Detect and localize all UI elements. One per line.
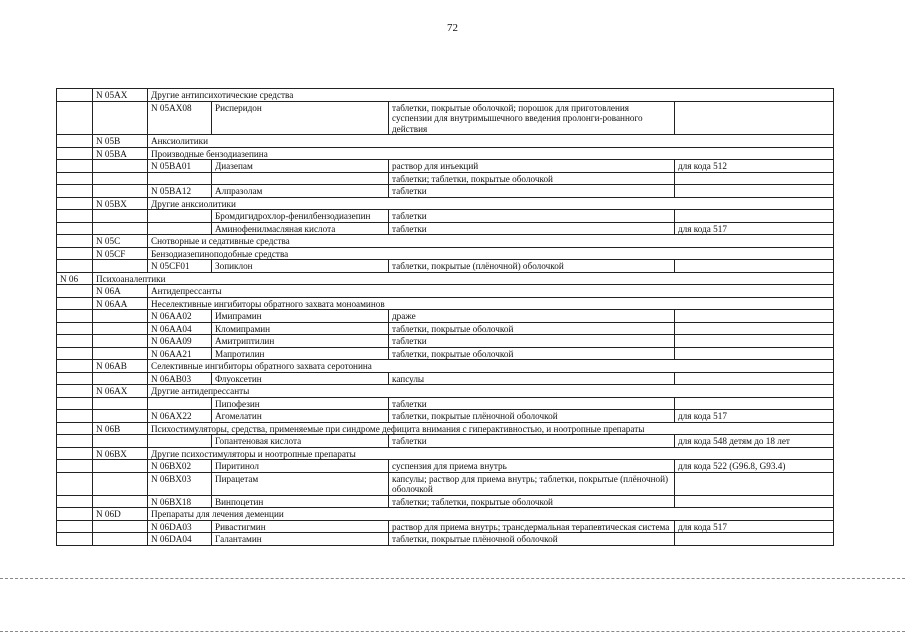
subgroup-name: Другие антипсихотические средства xyxy=(148,89,834,102)
empty-cell xyxy=(57,410,93,423)
scan-edge-line xyxy=(0,631,905,632)
drug-code: N 05BA12 xyxy=(148,185,212,198)
subgroup-code: N 05BX xyxy=(93,197,148,210)
subgroup-code: N 06AB xyxy=(93,360,148,373)
drug-code: N 05AX08 xyxy=(148,101,212,135)
empty-cell xyxy=(93,222,148,235)
subgroup-name: Селективные ингибиторы обратного захвата серотонина xyxy=(148,360,834,373)
subgroup-code: N 05B xyxy=(93,135,148,148)
table-row xyxy=(57,272,834,285)
dosage-forms: таблетки xyxy=(389,397,675,410)
empty-cell xyxy=(57,222,93,235)
drug-code: N 06AA21 xyxy=(148,347,212,360)
dosage-forms: суспензия для приема внутрь xyxy=(389,460,675,473)
empty-cell xyxy=(93,160,148,173)
note xyxy=(675,322,834,335)
drug-name: Гопантеновая кислота xyxy=(212,435,389,448)
table-row xyxy=(57,310,834,323)
empty-cell xyxy=(57,447,93,460)
empty-cell xyxy=(57,235,93,248)
empty-cell xyxy=(93,460,148,473)
empty-cell xyxy=(93,533,148,546)
drug-name: Зопиклон xyxy=(212,260,389,273)
note: для кода 517 xyxy=(675,410,834,423)
empty-cell xyxy=(93,472,148,495)
group-name: Психоаналептики xyxy=(93,272,834,285)
subgroup-name: Препараты для лечения деменции xyxy=(148,508,834,521)
empty-cell xyxy=(57,385,93,398)
subgroup-name: Производные бензодиазепина xyxy=(148,147,834,160)
subgroup-name: Другие антидепрессанты xyxy=(148,385,834,398)
note: для кода 548 детям до 18 лет xyxy=(675,435,834,448)
drug-name: Имипрамин xyxy=(212,310,389,323)
table-row xyxy=(57,247,834,260)
table-row xyxy=(57,397,834,410)
subgroup-name: Антидепрессанты xyxy=(148,285,834,298)
note xyxy=(675,172,834,185)
empty-cell xyxy=(57,422,93,435)
empty-cell xyxy=(57,197,93,210)
dosage-forms: таблетки, покрытые оболочкой xyxy=(389,322,675,335)
subgroup-name: Анксиолитики xyxy=(148,135,834,148)
table-row xyxy=(57,172,834,185)
dosage-forms: таблетки xyxy=(389,335,675,348)
drug-classification-table xyxy=(56,88,834,546)
note xyxy=(675,210,834,223)
note xyxy=(675,335,834,348)
empty-cell xyxy=(57,160,93,173)
drug-code: N 06BX03 xyxy=(148,472,212,495)
empty-cell xyxy=(57,101,93,135)
drug-name: Пиритинол xyxy=(212,460,389,473)
drug-name: Винпоцетин xyxy=(212,495,389,508)
drug-name: Бромдигидрохлор-фенилбензодиазепин xyxy=(212,210,389,223)
table-row xyxy=(57,222,834,235)
subgroup-name: Бензодиазепиноподобные средства xyxy=(148,247,834,260)
drug-code xyxy=(148,397,212,410)
table-row xyxy=(57,520,834,533)
table-row xyxy=(57,372,834,385)
empty-cell xyxy=(57,147,93,160)
note xyxy=(675,260,834,273)
table-row xyxy=(57,160,834,173)
table-row xyxy=(57,508,834,521)
table-row xyxy=(57,385,834,398)
note xyxy=(675,185,834,198)
drug-code: N 06AA04 xyxy=(148,322,212,335)
empty-cell xyxy=(93,495,148,508)
table-row xyxy=(57,210,834,223)
empty-cell xyxy=(57,495,93,508)
empty-cell xyxy=(57,508,93,521)
empty-cell xyxy=(93,260,148,273)
subgroup-code: N 06AA xyxy=(93,297,148,310)
drug-code: N 06BX02 xyxy=(148,460,212,473)
note xyxy=(675,347,834,360)
table-row xyxy=(57,322,834,335)
group-code: N 06 xyxy=(57,272,93,285)
dosage-forms: капсулы; раствор для приема внутрь; таблетки, покрытые (плёночной) оболочкой xyxy=(389,472,675,495)
subgroup-code: N 05CF xyxy=(93,247,148,260)
empty-cell xyxy=(57,172,93,185)
drug-code: N 06DA03 xyxy=(148,520,212,533)
subgroup-code: N 06B xyxy=(93,422,148,435)
table-row xyxy=(57,135,834,148)
drug-code: N 06AB03 xyxy=(148,372,212,385)
note xyxy=(675,495,834,508)
table-body xyxy=(57,89,834,546)
dosage-forms: драже xyxy=(389,310,675,323)
note: для кода 517 xyxy=(675,520,834,533)
empty-cell xyxy=(57,260,93,273)
drug-code xyxy=(148,172,212,185)
subgroup-code: N 06A xyxy=(93,285,148,298)
table-row xyxy=(57,533,834,546)
table-row xyxy=(57,260,834,273)
subgroup-code: N 06AX xyxy=(93,385,148,398)
empty-cell xyxy=(93,310,148,323)
table-row xyxy=(57,435,834,448)
drug-name: Аминофенилмасляная кислота xyxy=(212,222,389,235)
empty-cell xyxy=(57,185,93,198)
table-row xyxy=(57,101,834,135)
dosage-forms: капсулы xyxy=(389,372,675,385)
table-row xyxy=(57,495,834,508)
note: для кода 522 (G96.8, G93.4) xyxy=(675,460,834,473)
dosage-forms: таблетки xyxy=(389,435,675,448)
table-row xyxy=(57,185,834,198)
subgroup-code: N 05BA xyxy=(93,147,148,160)
table-row xyxy=(57,460,834,473)
note xyxy=(675,472,834,495)
dosage-forms: раствор для инъекций xyxy=(389,160,675,173)
dosage-forms: таблетки, покрытые оболочкой; порошок для приготовления суспензии для внутримышечного введения пролонги-рованного действия xyxy=(389,101,675,135)
table-row xyxy=(57,472,834,495)
drug-name: Агомелатин xyxy=(212,410,389,423)
empty-cell xyxy=(57,360,93,373)
empty-cell xyxy=(93,210,148,223)
dosage-forms: таблетки xyxy=(389,185,675,198)
subgroup-code: N 05AX xyxy=(93,89,148,102)
drug-name: Мапротилин xyxy=(212,347,389,360)
drug-code: N 06AA09 xyxy=(148,335,212,348)
note xyxy=(675,397,834,410)
page-number: 72 xyxy=(447,22,458,34)
table-row xyxy=(57,447,834,460)
drug-name: Амитриптилин xyxy=(212,335,389,348)
drug-code xyxy=(148,222,212,235)
table-row xyxy=(57,410,834,423)
drug-name: Флуоксетин xyxy=(212,372,389,385)
subgroup-code: N 05C xyxy=(93,235,148,248)
dosage-forms: таблетки, покрытые плёночной оболочкой xyxy=(389,410,675,423)
drug-name: Рисперидон xyxy=(212,101,389,135)
drug-code: N 06AA02 xyxy=(148,310,212,323)
table-row xyxy=(57,335,834,348)
subgroup-code: N 06D xyxy=(93,508,148,521)
drug-name: Галантамин xyxy=(212,533,389,546)
empty-cell xyxy=(57,310,93,323)
table-row xyxy=(57,235,834,248)
table-row xyxy=(57,347,834,360)
drug-code xyxy=(148,210,212,223)
drug-name: Ривастигмин xyxy=(212,520,389,533)
table-row xyxy=(57,297,834,310)
empty-cell xyxy=(93,397,148,410)
drug-name: Пипофезин xyxy=(212,397,389,410)
subgroup-code: N 06BX xyxy=(93,447,148,460)
empty-cell xyxy=(93,172,148,185)
table-row xyxy=(57,197,834,210)
dosage-forms: таблетки, покрытые оболочкой xyxy=(389,347,675,360)
empty-cell xyxy=(57,533,93,546)
drug-name: Кломипрамин xyxy=(212,322,389,335)
subgroup-name: Неселективные ингибиторы обратного захвата моноаминов xyxy=(148,297,834,310)
dosage-forms: раствор для приема внутрь; трансдермальная терапевтическая система xyxy=(389,520,675,533)
empty-cell xyxy=(93,372,148,385)
empty-cell xyxy=(57,397,93,410)
empty-cell xyxy=(57,435,93,448)
empty-cell xyxy=(57,285,93,298)
empty-cell xyxy=(57,460,93,473)
note: для кода 512 xyxy=(675,160,834,173)
table-row xyxy=(57,147,834,160)
empty-cell xyxy=(93,435,148,448)
dosage-forms: таблетки; таблетки, покрытые оболочкой xyxy=(389,172,675,185)
empty-cell xyxy=(57,89,93,102)
note: для кода 517 xyxy=(675,222,834,235)
empty-cell xyxy=(93,335,148,348)
empty-cell xyxy=(57,335,93,348)
scan-edge-line xyxy=(0,578,905,579)
drug-code: N 06BX18 xyxy=(148,495,212,508)
drug-name: Алпразолам xyxy=(212,185,389,198)
empty-cell xyxy=(93,410,148,423)
note xyxy=(675,101,834,135)
note xyxy=(675,533,834,546)
empty-cell xyxy=(93,185,148,198)
empty-cell xyxy=(93,347,148,360)
empty-cell xyxy=(57,135,93,148)
table-row xyxy=(57,422,834,435)
drug-code: N 05BA01 xyxy=(148,160,212,173)
empty-cell xyxy=(93,322,148,335)
dosage-forms: таблетки xyxy=(389,210,675,223)
empty-cell xyxy=(57,520,93,533)
table-row xyxy=(57,360,834,373)
subgroup-name: Другие психостимуляторы и ноотропные препараты xyxy=(148,447,834,460)
drug-code: N 05CF01 xyxy=(148,260,212,273)
empty-cell xyxy=(57,347,93,360)
subgroup-name: Другие анксиолитики xyxy=(148,197,834,210)
empty-cell xyxy=(57,372,93,385)
drug-code xyxy=(148,435,212,448)
table-row xyxy=(57,285,834,298)
note xyxy=(675,310,834,323)
dosage-forms: таблетки xyxy=(389,222,675,235)
subgroup-name: Психостимуляторы, средства, применяемые при синдроме дефицита внимания с гиперактивностью, и ноотропные препараты xyxy=(148,422,834,435)
empty-cell xyxy=(93,520,148,533)
empty-cell xyxy=(57,322,93,335)
drug-name: Пирацетам xyxy=(212,472,389,495)
empty-cell xyxy=(57,472,93,495)
table-row xyxy=(57,89,834,102)
empty-cell xyxy=(57,210,93,223)
dosage-forms: таблетки, покрытые (плёночной) оболочкой xyxy=(389,260,675,273)
drug-name xyxy=(212,172,389,185)
subgroup-name: Снотворные и седативные средства xyxy=(148,235,834,248)
note xyxy=(675,372,834,385)
drug-code: N 06AX22 xyxy=(148,410,212,423)
drug-name: Диазепам xyxy=(212,160,389,173)
empty-cell xyxy=(93,101,148,135)
empty-cell xyxy=(57,297,93,310)
empty-cell xyxy=(57,247,93,260)
dosage-forms: таблетки; таблетки, покрытые оболочкой xyxy=(389,495,675,508)
dosage-forms: таблетки, покрытые плёночной оболочкой xyxy=(389,533,675,546)
drug-code: N 06DA04 xyxy=(148,533,212,546)
